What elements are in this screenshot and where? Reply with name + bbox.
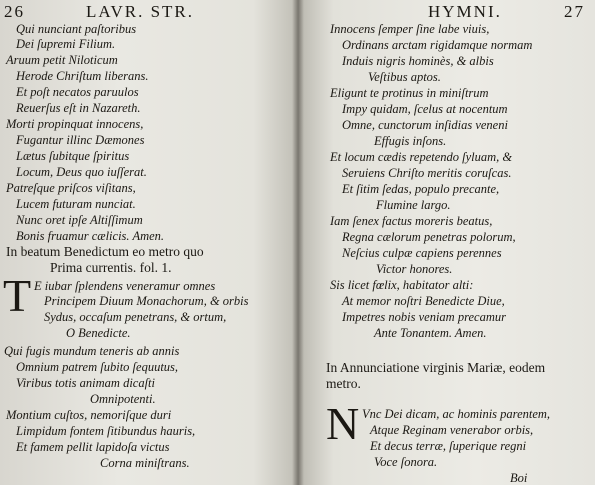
left-page-number: 26 xyxy=(4,2,25,21)
book-gutter xyxy=(292,0,304,485)
text-line: Sis licet fœlix, habitator alti: xyxy=(330,278,474,292)
text-line: Bonis fruamur cælicis. Amen. xyxy=(16,229,165,243)
text-line: Montium cuſtos, nemoriſque duri xyxy=(6,408,172,422)
text-line: Eligunt te protinus in miniſtrum xyxy=(330,86,489,100)
right-running-head: HYMNI. xyxy=(428,2,502,21)
text-line: Veſtibus aptos. xyxy=(368,70,441,84)
text-line: Ordinans arctam rigidamque normam xyxy=(342,38,533,52)
text-line: Et ſitim ſedas, populo precante, xyxy=(342,182,500,196)
drop-cap: T xyxy=(3,270,32,321)
text-line: Principem Diuum Monachorum, & orbis xyxy=(44,294,249,308)
text-line: Nunc oret ipſe Altiſſimum xyxy=(16,213,143,227)
text-line: Ante Tonantem. Amen. xyxy=(374,326,487,340)
text-line: Flumine largo. xyxy=(376,198,451,212)
section-heading: In Annunciatione virginis Mariæ, eodem xyxy=(326,360,546,375)
text-line: Fugantur illinc Dæmones xyxy=(16,133,145,147)
text-line: O Benedicte. xyxy=(66,326,131,340)
text-line: Et locum cædis repetendo ſyluam, & xyxy=(330,150,513,164)
right-page xyxy=(298,0,595,485)
text-line: Atque Reginam venerabor orbis, xyxy=(370,423,534,437)
text-line: Neſcius culpæ capiens perennes xyxy=(342,246,502,260)
text-line: Innocens ſemper ſine labe viuis, xyxy=(330,22,490,36)
text-line: Reuerſus eſt in Nazareth. xyxy=(16,101,141,115)
text-line: Patreſque priſcos viſitans, xyxy=(6,181,136,195)
text-line: Vnc Dei dicam, ac hominis parentem, xyxy=(362,407,551,421)
text-line: Qui nunciant paſtoribus xyxy=(16,22,137,36)
drop-cap: N xyxy=(326,398,360,449)
text-line: Qui fugis mundum teneris ab annis xyxy=(4,344,180,358)
text-line: Regna cælorum penetras polorum, xyxy=(342,230,516,244)
text-line: At memor noſtri Benedicte Diue, xyxy=(342,294,505,308)
text-line: Limpidum fontem ſitibundus hauris, xyxy=(16,424,196,438)
section-heading: In beatum Benedictum eo metro quo xyxy=(6,244,204,259)
text-line: Iam ſenex factus moreris beatus, xyxy=(330,214,493,228)
text-line: Sydus, occaſum penetrans, & ortum, xyxy=(44,310,227,324)
text-line: Locum, Deus quo iuſſerat. xyxy=(16,165,147,179)
section-heading: metro. xyxy=(326,376,361,391)
text-line: Omnium patrem ſubito ſequutus, xyxy=(16,360,179,374)
text-line: Lætus ſubitque ſpiritus xyxy=(16,149,130,163)
text-line: Lucem futuram nunciat. xyxy=(16,197,136,211)
text-line: Morti propinquat innocens, xyxy=(6,117,144,131)
right-page-number: 27 xyxy=(564,2,585,21)
section-heading: Prima currentis. fol. 1. xyxy=(50,260,172,275)
text-line: E iubar ſplendens veneramur omnes xyxy=(34,279,216,293)
catchword: Boi xyxy=(510,471,528,485)
left-running-head: LAVR. STR. xyxy=(86,2,195,21)
text-line: Impy quidam, ſcelus at nocentum xyxy=(342,102,508,116)
text-line: Omne, cunctorum inſidias veneni xyxy=(342,118,508,132)
text-line: Herode Chriſtum liberans. xyxy=(16,69,149,83)
text-line: Voce ſonora. xyxy=(374,455,438,469)
text-line: Effugis inſons. xyxy=(374,134,447,148)
text-line: Et poſt necatos paruulos xyxy=(16,85,139,99)
text-line: Corna miniſtrans. xyxy=(100,456,190,470)
text-line: Aruum petit Niloticum xyxy=(6,53,118,67)
text-line: Induis nigris hominès, & albis xyxy=(342,54,494,68)
text-line: Omnipotenti. xyxy=(90,392,156,406)
text-line: Viribus totis animam dicaſti xyxy=(16,376,156,390)
text-line: Impetres nobis veniam precamur xyxy=(342,310,506,324)
text-line: Seruiens Chriſto meritis coruſcas. xyxy=(342,166,512,180)
text-line: Victor honores. xyxy=(376,262,453,276)
text-line: Dei ſupremi Filium. xyxy=(16,37,116,51)
text-line: Et decus terræ, ſuperique regni xyxy=(370,439,527,453)
text-line: Et famem pellit lapidoſa victus xyxy=(16,440,170,454)
